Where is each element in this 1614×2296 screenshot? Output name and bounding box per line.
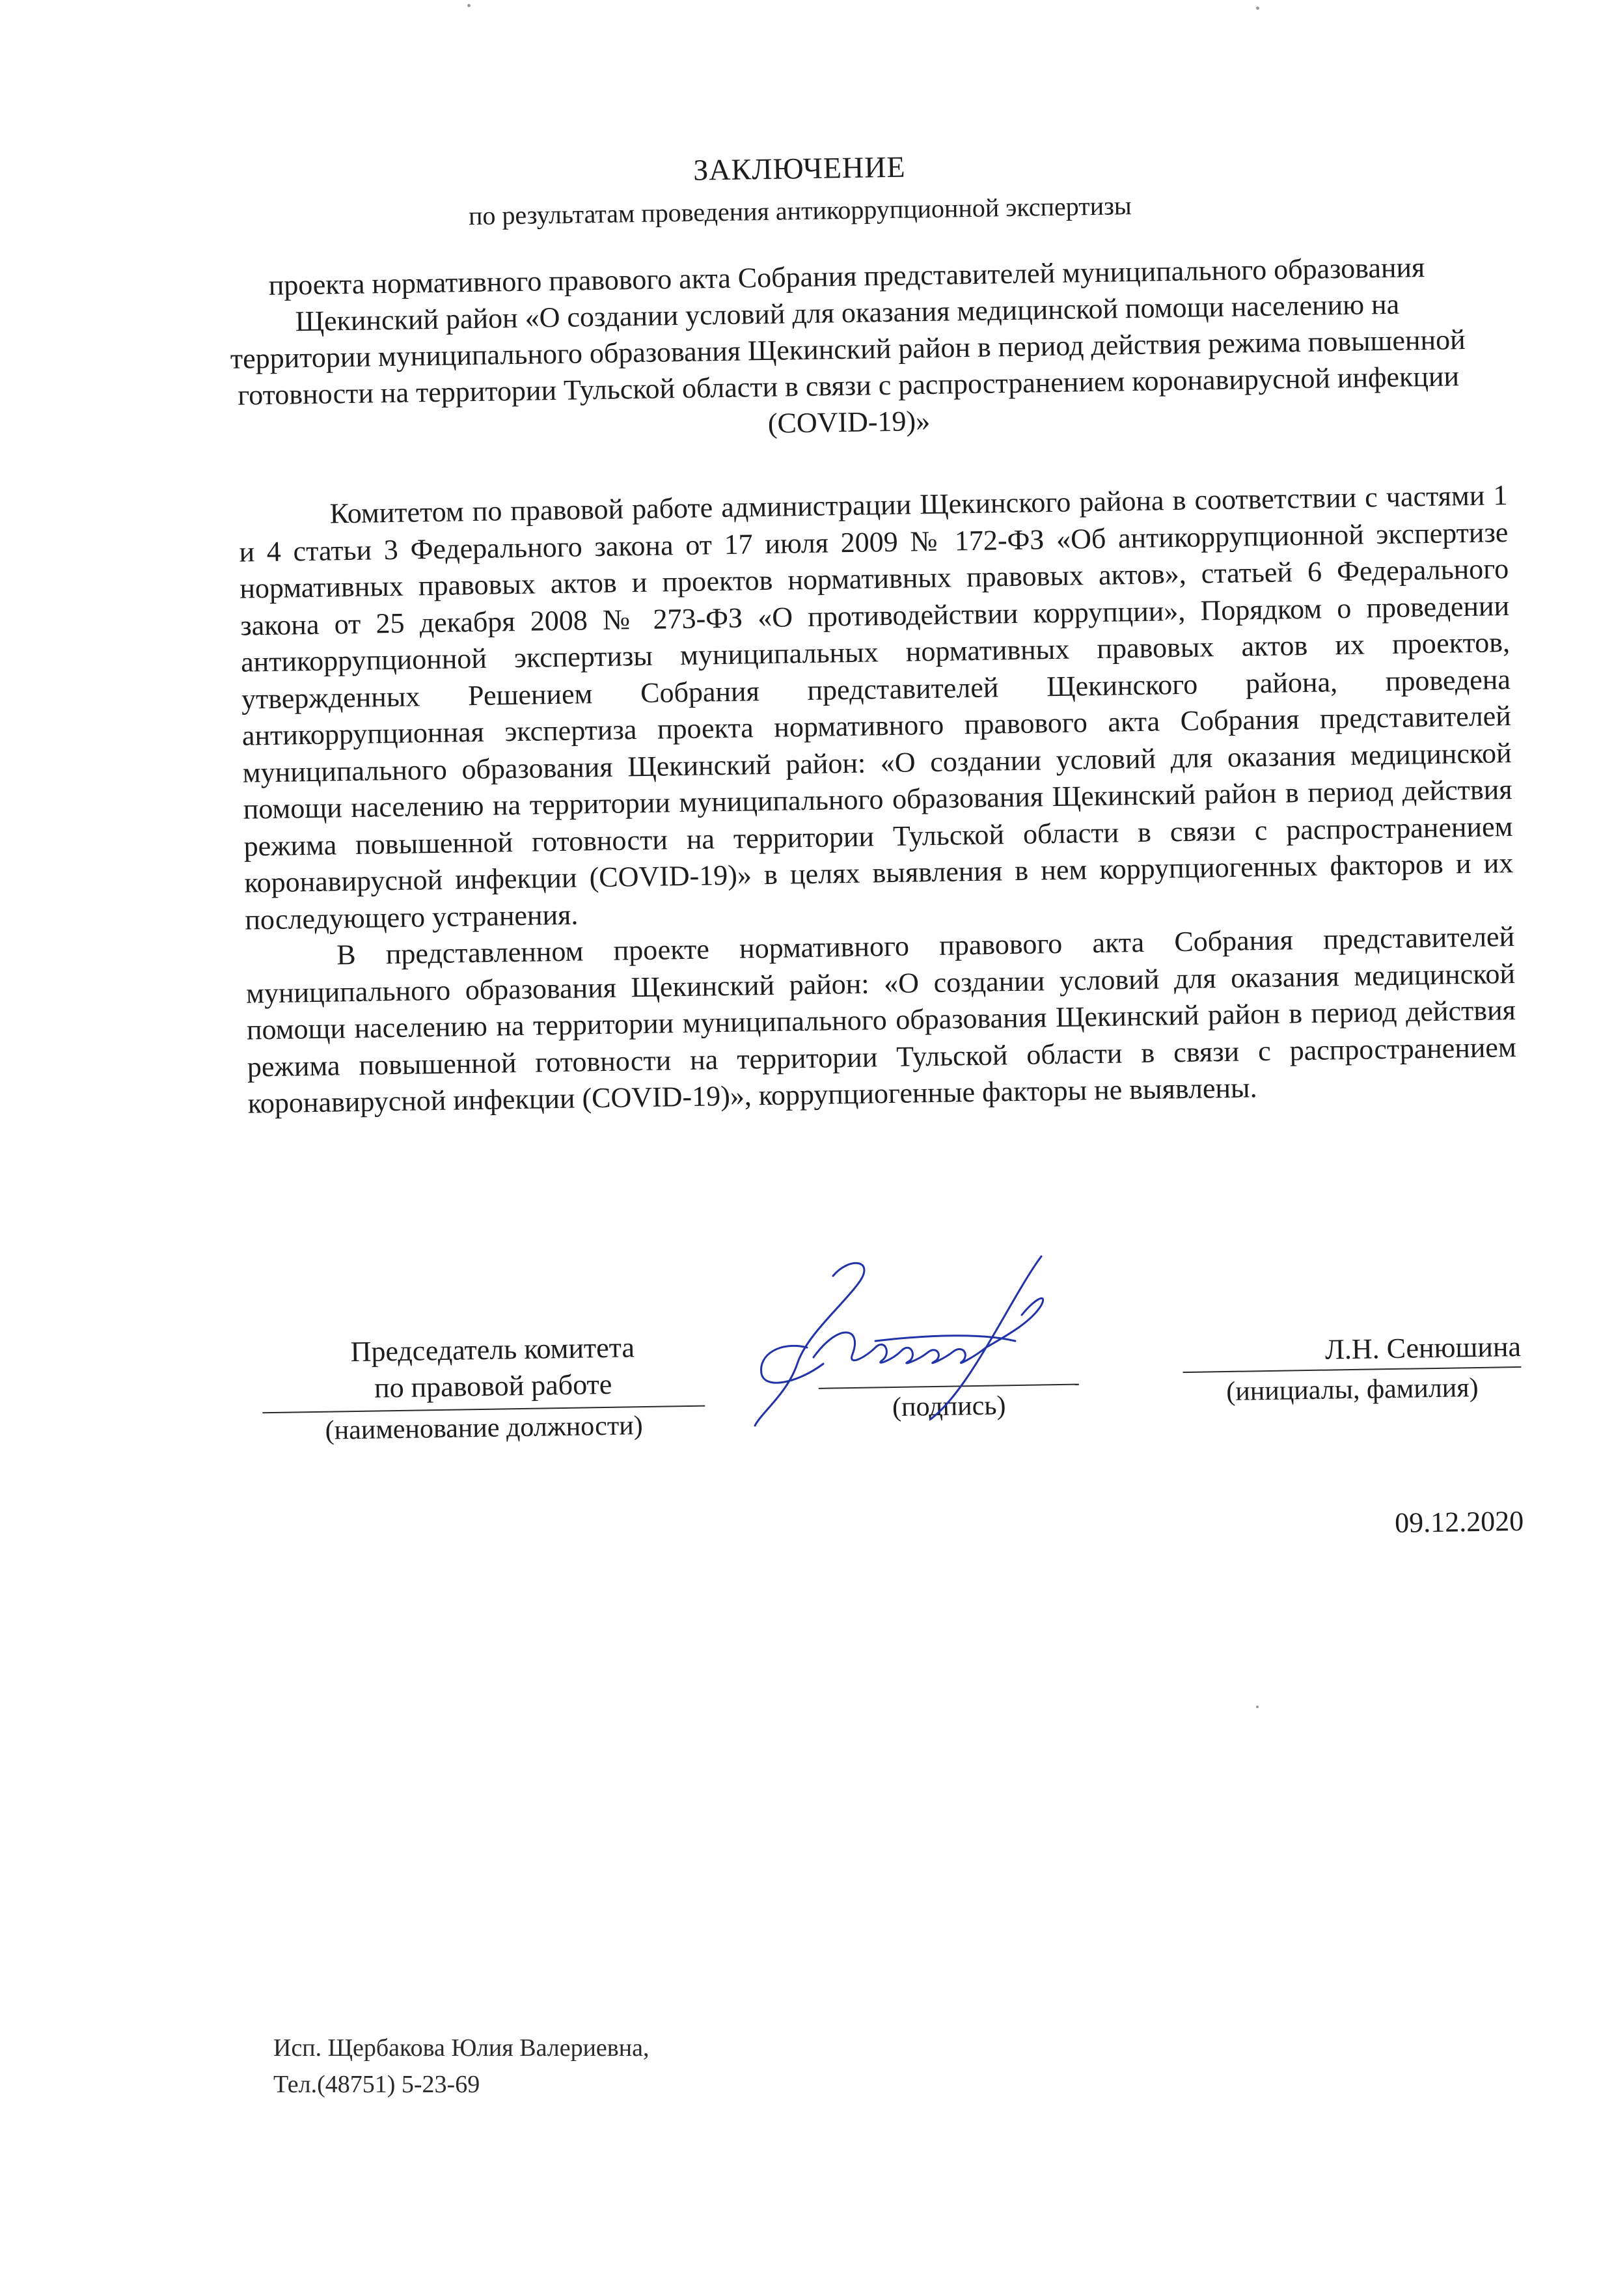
- document-body: [238, 477, 1517, 1122]
- document-title: ЗАКЛЮЧЕНИЕ: [692, 150, 906, 187]
- name-caption: (инициалы, фамилия): [1225, 1372, 1479, 1407]
- document-subtitle: по результатам проведения антикоррупционной экспертизы: [468, 191, 1132, 231]
- position-caption: (наименование должности): [325, 1411, 644, 1446]
- signer-name: Л.Н. Сенюшина: [1324, 1330, 1522, 1366]
- phone-line: Тел.(48751) 5-23-69: [273, 2071, 480, 2098]
- document-date: 09.12.2020: [1394, 1504, 1524, 1539]
- position-line-2: по правовой работе: [374, 1368, 612, 1404]
- paragraph-2: В представленном проекте нормативного правового акта Собрания представителей муниципального образования Щекинский район: «О создании условий для оказания медицинской помощи населению на территории муниципального образования Щекинский район в период действия режима повышенной готовности на территории Тульской области в связи с распространением коронавирусной инфекции (COVID-19)», коррупциогенные факторы не выявлены.: [245, 920, 1517, 1120]
- paragraph-1: Комитетом по правовой работе администрации Щекинского района в соответствии с частями 1 и 4 статьи 3 Федерального закона от 17 июля 2009 № 172-ФЗ «Об антикоррупционной экспертизе нормативных правовых актов и проектов нормативных правовых актов», статьей 6 Федерального закона от 25 декабря 2008 № 273-ФЗ «О противодействии коррупции», Порядком о проведении антикоррупционной экспертизы муниципальных нормативных правовых актов их проектов, утвержденных Решением Собрания представителей Щекинского района, проведена антикоррупционная экспертиза проекта нормативного правового акта Собрания представителей муниципального образования Щекинский район: «О создании условий для оказания медицинской помощи населению на территории муниципального образования Щекинский район в период действия режима повышенной готовности на территории Тульской области в связи с распространением коронавирусной инфекции (COVID-19)» в целях выявления в нем коррупциогенных факторов и их последующего устранения.: [239, 479, 1514, 936]
- handwritten-signature: [735, 1243, 1100, 1439]
- footer-contact: [273, 2030, 649, 2103]
- signature-caption: (подпись): [892, 1390, 1006, 1423]
- position-line-1: Председатель комитета: [350, 1331, 635, 1368]
- position-title: [284, 1329, 702, 1408]
- executor-line: Исп. Щербакова Юлия Валериевна,: [273, 2034, 650, 2062]
- project-title: проекта нормативного правового акта Собрания представителей муниципального образования Щекинский район «О создании условий для оказания медицинской помощи населению на территории муниципального образования Щекинский район в период действия режима повышенной готовности на территории Тульской области в связи с распространением коронавирусной инфекции (COVID-19)»: [230, 251, 1466, 439]
